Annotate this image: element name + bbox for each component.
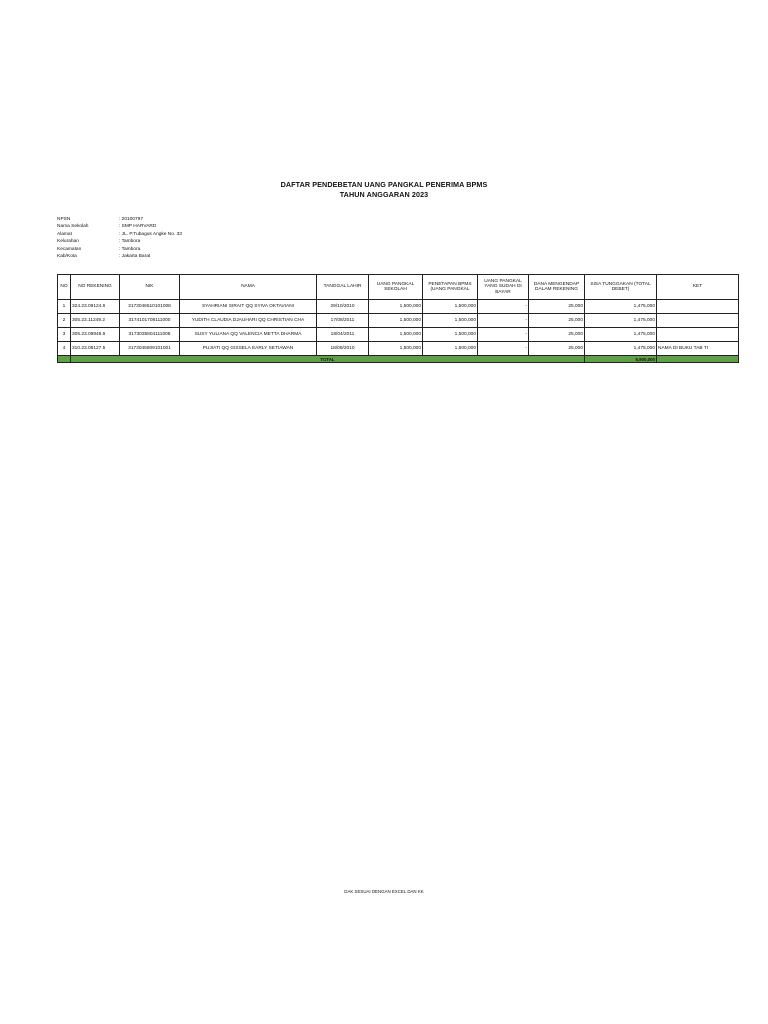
cell-name: PUJIATI QQ GISSELA EARLY SETIAWAN bbox=[180, 342, 317, 356]
total-note bbox=[657, 356, 739, 363]
header-deposited-funds: DANA MENGENDAP DALAM REKENING bbox=[529, 275, 585, 300]
cell-no: 3 bbox=[58, 328, 71, 342]
header-remaining-arrears: SISA TUNGGAKAN (TOTAL DEBET) bbox=[585, 275, 657, 300]
header-no: NO bbox=[58, 275, 71, 300]
cell-remaining-arrears: 1,475,000 bbox=[585, 314, 657, 328]
cell-paid-fee: - bbox=[478, 314, 529, 328]
debit-table bbox=[57, 274, 739, 363]
total-spacer bbox=[58, 356, 71, 363]
cell-remaining-arrears: 1,475,000 bbox=[585, 342, 657, 356]
cell-account-number: 305.23.11249.2 bbox=[71, 314, 120, 328]
cell-account-number: 305.23.09849.6 bbox=[71, 328, 120, 342]
cell-name: SYAHRIANI SIRAIT QQ SYIVA OKTAVIANI bbox=[180, 300, 317, 314]
table-row bbox=[58, 342, 739, 356]
cell-note: NAMA DI BUKU TAB TI bbox=[657, 342, 739, 356]
header-bpms-assignment: PENETAPAN BPMS (UANG PANGKAL bbox=[423, 275, 478, 300]
header-school-fee: UANG PANGKAL SEKOLAH bbox=[369, 275, 423, 300]
cell-paid-fee: - bbox=[478, 300, 529, 314]
cell-bpms-assignment: 1,500,000 bbox=[423, 314, 478, 328]
info-value: : SMP HARVARD bbox=[119, 224, 157, 230]
header-account-number: NO REKENING bbox=[71, 275, 120, 300]
cell-birth-date: 29/10/2010 bbox=[317, 300, 369, 314]
cell-nik: 3173045809101001 bbox=[120, 342, 180, 356]
info-value: : Jakarta Barat bbox=[119, 254, 151, 260]
document-title: DAFTAR PENDEBETAN UANG PANGKAL PENERIMA BPMS bbox=[280, 180, 488, 189]
info-label: Kecamatan bbox=[57, 246, 82, 252]
cell-birth-date: 18/04/2011 bbox=[317, 328, 369, 342]
school-info bbox=[57, 216, 182, 260]
info-label: Alamat bbox=[57, 231, 72, 237]
cell-paid-fee: - bbox=[478, 328, 529, 342]
info-value: : Tambora bbox=[119, 239, 141, 245]
info-row-kecamatan bbox=[57, 246, 182, 253]
total-label: TOTAL bbox=[71, 356, 585, 363]
cell-no: 4 bbox=[58, 342, 71, 356]
info-value: : Tambora bbox=[119, 246, 141, 252]
cell-deposited-funds: 25,000 bbox=[529, 342, 585, 356]
cell-remaining-arrears: 1,475,000 bbox=[585, 300, 657, 314]
info-row-city bbox=[57, 253, 182, 260]
info-label: Kab/Kota bbox=[57, 254, 77, 260]
cell-remaining-arrears: 1,475,000 bbox=[585, 328, 657, 342]
info-value: : JL. P.Tubagus Angke No. 33 bbox=[119, 231, 182, 237]
header-nik: NIK bbox=[120, 275, 180, 300]
cell-deposited-funds: 25,000 bbox=[529, 328, 585, 342]
cell-name: SUSY YULIANA QQ VALENCIA METTA DHARMA bbox=[180, 328, 317, 342]
cell-bpms-assignment: 1,500,000 bbox=[423, 328, 478, 342]
cell-bpms-assignment: 1,500,000 bbox=[423, 342, 478, 356]
header-paid-fee: UANG PANGKAL YANG SUDAH DI BAYAR bbox=[478, 275, 529, 300]
document-subtitle: TAHUN ANGGARAN 2023 bbox=[339, 190, 429, 199]
cell-birth-date: 17/08/2011 bbox=[317, 314, 369, 328]
cell-paid-fee: - bbox=[478, 342, 529, 356]
cell-birth-date: 18/09/2010 bbox=[317, 342, 369, 356]
table-header-row bbox=[58, 275, 739, 300]
info-row-npsn bbox=[57, 216, 182, 223]
total-value: 5,900,000 bbox=[585, 356, 657, 363]
cell-nik: 3173035804111008 bbox=[120, 328, 180, 342]
total-row bbox=[58, 356, 739, 363]
cell-account-number: 310.23.08127.5 bbox=[71, 342, 120, 356]
info-row-kelurahan bbox=[57, 238, 182, 245]
info-row-address bbox=[57, 231, 182, 238]
info-row-school-name bbox=[57, 223, 182, 230]
cell-note bbox=[657, 328, 739, 342]
header-birth-date: TANGGAL LAHIR bbox=[317, 275, 369, 300]
info-label: Nama Sekolah bbox=[57, 224, 89, 230]
cell-bpms-assignment: 1,500,000 bbox=[423, 300, 478, 314]
info-value: : 20100797 bbox=[119, 217, 144, 222]
table-row bbox=[58, 314, 739, 328]
header-name: NAMA bbox=[180, 275, 317, 300]
cell-deposited-funds: 25,000 bbox=[529, 300, 585, 314]
cell-no: 2 bbox=[58, 314, 71, 328]
cell-school-fee: 1,500,000 bbox=[369, 314, 423, 328]
cell-nik: 3174101708111000 bbox=[120, 314, 180, 328]
cell-name: YUDITH CLAUDIA DJAUHARI QQ CHRISTIAN CHA bbox=[180, 314, 317, 328]
table-row bbox=[58, 328, 739, 342]
info-label: Kelurahan bbox=[57, 239, 79, 245]
cell-no: 1 bbox=[58, 300, 71, 314]
info-label: NPSN bbox=[57, 217, 71, 222]
cell-deposited-funds: 25,000 bbox=[529, 314, 585, 328]
table-row bbox=[58, 300, 739, 314]
cell-school-fee: 1,500,000 bbox=[369, 300, 423, 314]
cell-note bbox=[657, 300, 739, 314]
cell-nik: 3173046510101008 bbox=[120, 300, 180, 314]
cell-note bbox=[657, 314, 739, 328]
footer-note: DAK SESUAI DENGAN EXCEL DAN KK bbox=[344, 889, 424, 894]
header-note: KET bbox=[657, 275, 739, 300]
cell-school-fee: 1,500,000 bbox=[369, 328, 423, 342]
cell-account-number: 324.23.09124.6 bbox=[71, 300, 120, 314]
cell-school-fee: 1,500,000 bbox=[369, 342, 423, 356]
